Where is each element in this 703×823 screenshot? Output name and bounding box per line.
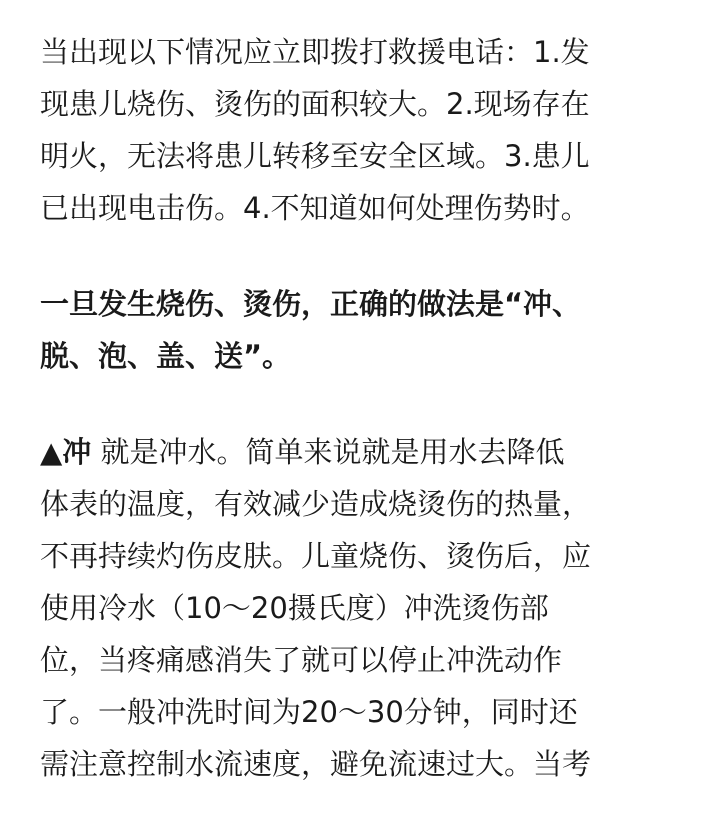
text-line: 明火，无法将患儿转移至安全区域。3.患儿 [40, 139, 590, 173]
text-line: 脱、泡、盖、送”。 [40, 339, 292, 373]
text-line: 了。一般冲洗时间为20～30分钟，同时还 [40, 695, 578, 729]
text-line: 不再持续灼伤皮肤。儿童烧伤、烫伤后，应 [40, 539, 592, 573]
text-line: 一旦发生烧伤、烫伤，正确的做法是“冲、 [40, 287, 582, 321]
paragraph-spacer [40, 234, 663, 278]
text-line: 位，当疼痛感消失了就可以停止冲洗动作 [40, 643, 563, 677]
correct-method-heading [40, 278, 663, 382]
paragraph-spacer [40, 382, 663, 426]
text-line: 现患儿烧伤、烫伤的面积较大。2.现场存在 [40, 87, 590, 121]
rinse-step-paragraph [40, 426, 663, 790]
emergency-call-paragraph [40, 26, 663, 234]
text-line: 当出现以下情况应立即拨打救援电话：1.发 [40, 35, 590, 69]
step-marker-rinse: ▲冲 [40, 435, 92, 469]
text-fragment: 就是冲水。简单来说就是用水去降低 [91, 435, 565, 469]
text-line: 使用冷水（10～20摄氏度）冲洗烫伤部 [40, 591, 549, 625]
text-line [40, 426, 663, 478]
text-line: 已出现电击伤。4.不知道如何处理伤势时。 [40, 191, 590, 225]
text-line: 体表的温度，有效减少造成烧烫伤的热量， [40, 487, 592, 521]
text-line: 需注意控制水流速度，避免流速过大。当考 [40, 747, 592, 781]
